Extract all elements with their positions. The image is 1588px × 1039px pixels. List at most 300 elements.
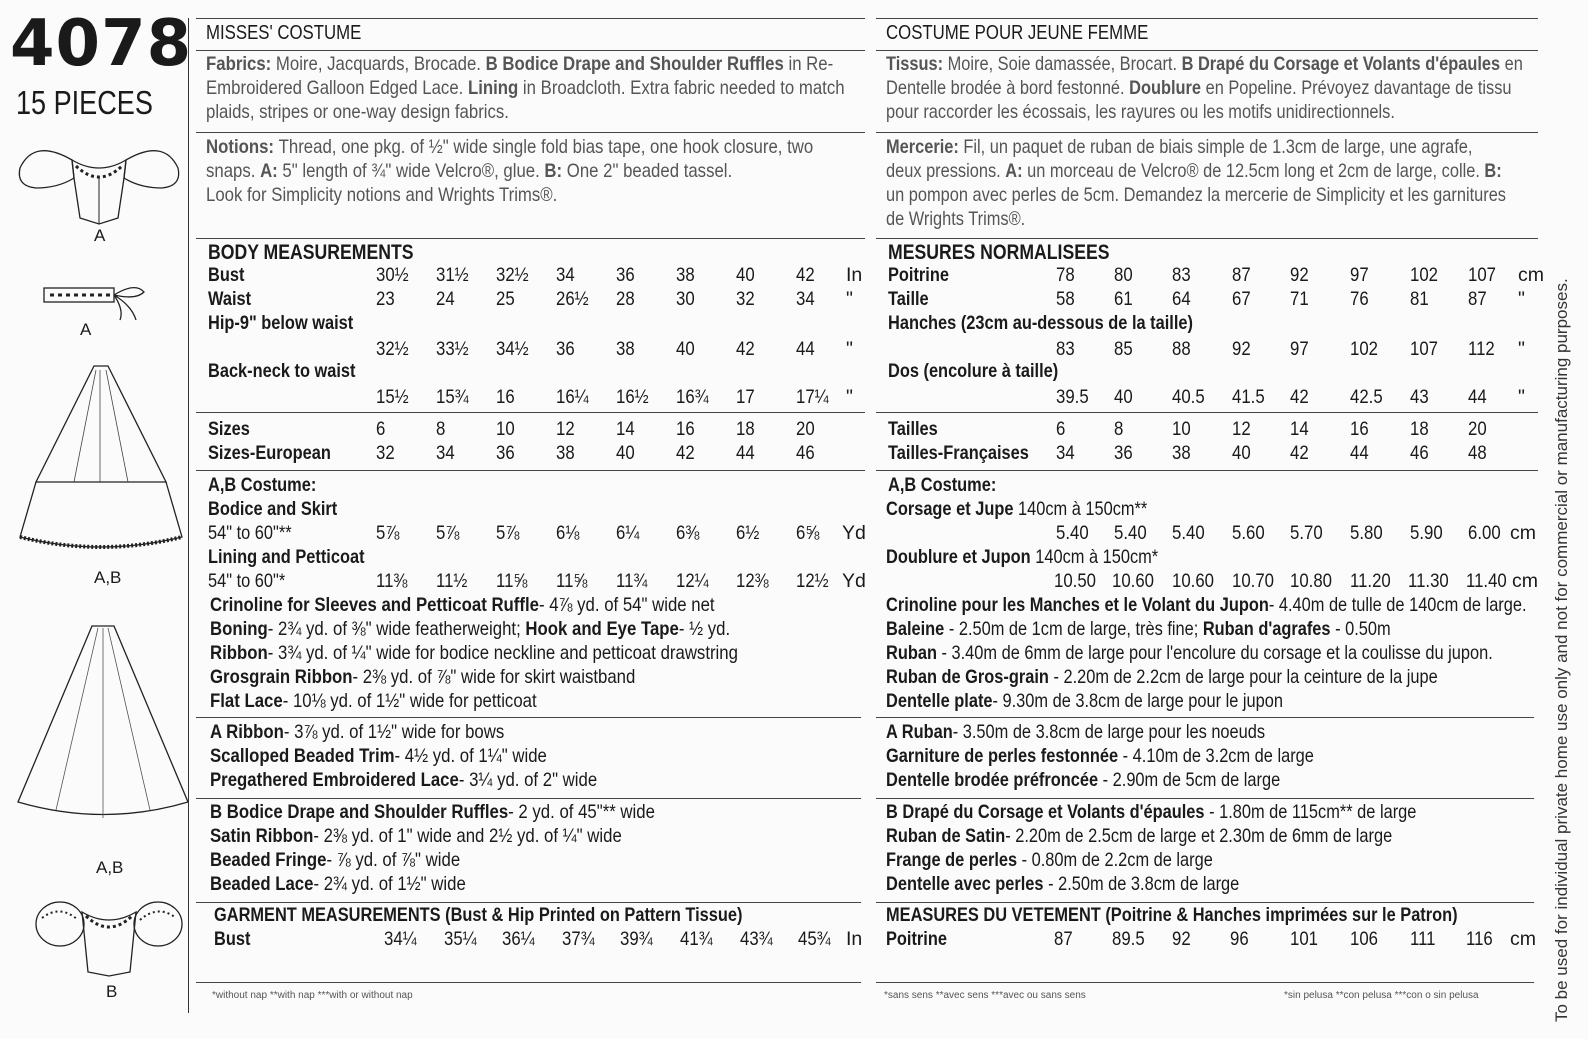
fabrics-line-segment: Moire, Soie damassée, Brocart. bbox=[947, 53, 1182, 75]
view-a-item-segment: - 3⅞ yd. of 1½" wide for bows bbox=[283, 721, 505, 743]
notion-item-segment: - 3.40m de 6mm de large pour l'encolure du corsage et la coulisse du jupon. bbox=[936, 642, 1493, 664]
view-label: A,B bbox=[94, 568, 122, 587]
notions-line-segment: 5" length of ¾" wide Velcro®, glue. bbox=[282, 160, 545, 182]
size-value: 42 bbox=[1290, 442, 1309, 464]
view-a-item-segment: Pregathered Embroidered Lace bbox=[210, 769, 459, 791]
garment-value: 92 bbox=[1172, 928, 1191, 950]
notions-line-segment: Thread, one pkg. of ½" wide single fold bias tape, one hook closure, two bbox=[278, 136, 814, 158]
fabrics-line bbox=[206, 103, 509, 123]
title-rule bbox=[196, 18, 865, 19]
yardage-value: 6⅜ bbox=[676, 522, 700, 544]
row-label: Bust bbox=[208, 264, 245, 286]
garment-value: 89.5 bbox=[1112, 928, 1145, 950]
size-value: 6 bbox=[376, 418, 386, 440]
row-label: Taille bbox=[888, 288, 929, 310]
yardage-value: 11⅝ bbox=[556, 570, 588, 592]
fabrics-line bbox=[886, 79, 1512, 99]
notion-item-segment: Ribbon bbox=[210, 642, 268, 664]
lining-label bbox=[886, 548, 1158, 568]
costume-title: A,B Costume: bbox=[888, 474, 997, 496]
measurement-value: 92 bbox=[1232, 338, 1251, 360]
yardage-value: 11.30 bbox=[1408, 570, 1449, 592]
column-divider bbox=[188, 18, 189, 1013]
notions-line-segment: Mercerie: bbox=[886, 136, 964, 158]
measurement-value: 30 bbox=[676, 288, 695, 310]
size-value: 40 bbox=[616, 442, 635, 464]
measurement-value: 107 bbox=[1410, 338, 1438, 360]
size-value: 44 bbox=[736, 442, 755, 464]
view-b-item-segment: B Drapé du Corsage et Volants d'épaules bbox=[886, 801, 1205, 823]
fabrics-line-segment: Doublure bbox=[1129, 77, 1206, 99]
size-value: 38 bbox=[1172, 442, 1191, 464]
view-a-item-segment: - 4.10m de 3.2cm de large bbox=[1118, 745, 1314, 767]
view-b-item-segment: Beaded Lace bbox=[210, 873, 314, 895]
row-label: Dos (encolure à taille) bbox=[888, 360, 1059, 382]
section-rule bbox=[196, 132, 865, 133]
section-rule bbox=[876, 470, 1538, 471]
size-value: 6 bbox=[1056, 418, 1066, 440]
section-rule bbox=[196, 470, 865, 471]
section-rule bbox=[876, 902, 1534, 903]
measurement-value: 107 bbox=[1468, 264, 1496, 286]
notion-item-segment: Boning bbox=[210, 618, 268, 640]
view-b-item bbox=[210, 875, 466, 895]
unit: cm bbox=[1512, 570, 1538, 592]
notions-line bbox=[886, 186, 1506, 206]
notions-line-segment: de Wrights Trims®. bbox=[886, 208, 1026, 230]
notions-line-segment: un morceau de Velcro® de 12.5cm long et 2cm de large, colle. bbox=[1027, 160, 1485, 182]
row-label: Back-neck to waist bbox=[208, 360, 356, 382]
view-a-item-segment: - 3¼ yd. of 2" wide bbox=[458, 769, 598, 791]
fabrics-line-segment: B Bodice Drape and Shoulder Ruffles bbox=[485, 53, 789, 75]
measurement-value: 30½ bbox=[376, 264, 409, 286]
yardage-value: 5⅞ bbox=[436, 522, 460, 544]
yardage-value: 11⅝ bbox=[496, 570, 528, 592]
size-value: 12 bbox=[556, 418, 575, 440]
fabrics-line-segment: Tissus: bbox=[886, 53, 948, 75]
yardage-value: 5.70 bbox=[1290, 522, 1323, 544]
view-b-item-segment: - 1.80m de 115cm** de large bbox=[1204, 801, 1417, 823]
measurement-value: 16¼ bbox=[556, 386, 589, 408]
yardage-value: 11½ bbox=[436, 570, 468, 592]
unit: " bbox=[846, 338, 853, 360]
usage-notice: To be used for individual private home use only and not for commercial or manufacturing purposes. bbox=[1552, 278, 1571, 1022]
yardage-value: 5.40 bbox=[1056, 522, 1089, 544]
measurement-value: 76 bbox=[1350, 288, 1369, 310]
notion-item bbox=[210, 692, 537, 712]
yardage-value: 5.90 bbox=[1410, 522, 1443, 544]
yardage-value: 6¼ bbox=[616, 522, 640, 544]
lining-label: Lining and Petticoat bbox=[208, 546, 365, 568]
notion-item bbox=[210, 668, 635, 688]
notion-item-segment: - 2⅜ yd. of ⅞" wide for skirt waistband bbox=[352, 666, 636, 688]
measurement-value: 78 bbox=[1056, 264, 1075, 286]
section-rule bbox=[196, 412, 865, 413]
measurement-value: 32 bbox=[736, 288, 755, 310]
measurement-value: 92 bbox=[1290, 264, 1309, 286]
measurement-value: 17¼ bbox=[796, 386, 829, 408]
view-b-item bbox=[210, 827, 622, 847]
notion-item-segment: - 0.50m bbox=[1330, 618, 1391, 640]
bodice-label bbox=[886, 500, 1147, 520]
notion-item-segment: Grosgrain Ribbon bbox=[210, 666, 353, 688]
notions-line bbox=[206, 138, 813, 158]
unit: Yd bbox=[842, 522, 866, 544]
view-b-item-segment: - 2¾ yd. of 1½" wide bbox=[313, 873, 466, 895]
section-rule bbox=[196, 798, 861, 799]
view-a-item-segment: A Ruban bbox=[886, 721, 953, 743]
unit: Yd bbox=[842, 570, 866, 592]
yardage-value: 5.80 bbox=[1350, 522, 1383, 544]
measurement-value: 40.5 bbox=[1172, 386, 1205, 408]
notions-line bbox=[886, 162, 1502, 182]
unit: " bbox=[846, 386, 853, 408]
measurement-value: 97 bbox=[1290, 338, 1309, 360]
notions-line-segment: Fil, un paquet de ruban de biais simple de 1.3cm de large, une agrafe, bbox=[963, 136, 1473, 158]
skirt-illustration bbox=[16, 622, 191, 822]
notion-item bbox=[886, 644, 1493, 664]
garment-value: 39¾ bbox=[620, 928, 653, 950]
section-rule bbox=[196, 50, 865, 51]
view-b-item bbox=[210, 803, 655, 823]
size-value: 46 bbox=[796, 442, 815, 464]
garment-label: Poitrine bbox=[886, 928, 947, 950]
fabrics-line bbox=[206, 79, 845, 99]
measurement-value: 44 bbox=[796, 338, 815, 360]
view-a-item-segment: - 3.50m de 3.8cm de large pour les noeuds bbox=[952, 721, 1266, 743]
unit: " bbox=[846, 288, 853, 310]
measurement-value: 32½ bbox=[496, 264, 529, 286]
measurement-value: 31½ bbox=[436, 264, 469, 286]
measurement-value: 83 bbox=[1172, 264, 1191, 286]
size-value: 34 bbox=[436, 442, 455, 464]
size-value: 12 bbox=[1232, 418, 1251, 440]
notion-item-segment: - 10⅛ yd. of 1½" wide for petticoat bbox=[282, 690, 537, 712]
measurement-value: 42 bbox=[1290, 386, 1309, 408]
yardage-value: 10.50 bbox=[1054, 570, 1096, 592]
sizes-eu-label: Tailles-Françaises bbox=[888, 442, 1029, 464]
section-rule bbox=[876, 412, 1538, 413]
measurement-value: 15¾ bbox=[436, 386, 469, 408]
view-a-item-segment: Scalloped Beaded Trim bbox=[210, 745, 395, 767]
view-a-item-segment: A Ribbon bbox=[210, 721, 284, 743]
yardage-value: 10.80 bbox=[1290, 570, 1332, 592]
yardage-value: 6½ bbox=[736, 522, 760, 544]
size-value: 40 bbox=[1232, 442, 1251, 464]
measurement-value: 23 bbox=[376, 288, 395, 310]
bodice-a-illustration bbox=[14, 138, 184, 228]
section-rule bbox=[196, 982, 861, 983]
section-rule bbox=[876, 132, 1538, 133]
yardage-value: 10.60 bbox=[1172, 570, 1214, 592]
yardage-value: 5.40 bbox=[1114, 522, 1147, 544]
fabrics-line-segment: en bbox=[1504, 53, 1523, 75]
notion-item-segment: - 2.20m de 2.2cm de large pour la ceinture de la jupe bbox=[1048, 666, 1438, 688]
yardage-value: 12¼ bbox=[676, 570, 709, 592]
garment-value: 106 bbox=[1350, 928, 1378, 950]
fabrics-line-segment: B Drapé du Corsage et Volants d'épaules bbox=[1181, 53, 1505, 75]
notion-item bbox=[210, 644, 738, 664]
notions-line bbox=[206, 162, 732, 182]
size-value: 48 bbox=[1468, 442, 1487, 464]
garment-label: Bust bbox=[214, 928, 251, 950]
view-b-item bbox=[886, 875, 1239, 895]
notion-item bbox=[886, 596, 1527, 616]
yardage-value: 11.40 bbox=[1466, 570, 1507, 592]
unit: cm bbox=[1510, 928, 1536, 950]
section-rule bbox=[876, 238, 1538, 239]
measurement-value: 36 bbox=[616, 264, 635, 286]
sizes-label: Tailles bbox=[888, 418, 938, 440]
view-b-item-segment: - 0.80m de 2.2cm de large bbox=[1017, 849, 1213, 871]
notion-item-segment: - 4⅞ yd. of 54" wide net bbox=[538, 594, 715, 616]
view-b-item-segment: - 2.20m de 2.5cm de large et 2.30m de 6mm de large bbox=[1005, 825, 1393, 847]
measurement-value: 16 bbox=[496, 386, 515, 408]
fabrics-line-segment: Moire, Jacquards, Brocade. bbox=[275, 53, 486, 75]
yardage-value: 11⅜ bbox=[376, 570, 408, 592]
view-label: A bbox=[94, 226, 106, 245]
garment-value: 41¾ bbox=[680, 928, 713, 950]
measurement-value: 16¾ bbox=[676, 386, 709, 408]
notions-line-segment: Notions: bbox=[206, 136, 279, 158]
measurement-value: 33½ bbox=[436, 338, 469, 360]
garment-value: 43¾ bbox=[740, 928, 773, 950]
measurement-value: 34½ bbox=[496, 338, 529, 360]
bodice-width: 140cm à 150cm** bbox=[1017, 498, 1148, 520]
garment-value: 111 bbox=[1410, 928, 1436, 950]
size-value: 34 bbox=[1056, 442, 1075, 464]
title-rule bbox=[876, 18, 1538, 19]
size-value: 44 bbox=[1350, 442, 1369, 464]
body-measurements-title: MESURES NORMALISEES bbox=[888, 241, 1110, 264]
garment-title: GARMENT MEASUREMENTS (Bust & Hip Printed on Pattern Tissue) bbox=[214, 904, 743, 926]
view-a-item bbox=[886, 747, 1314, 767]
fabrics-line bbox=[886, 55, 1523, 75]
notions-line-segment: Look for Simplicity notions and Wrights Trims®. bbox=[206, 184, 558, 206]
notions-line-segment: B: bbox=[544, 160, 567, 182]
notions-line-segment: snaps. bbox=[206, 160, 261, 182]
notions-line-segment: un pompon avec perles de 5cm. Demandez la mercerie de Simplicity et les garnitures bbox=[886, 184, 1507, 206]
view-b-item-segment: - 2⅜ yd. of 1" wide and 2½ yd. of ¼" wide bbox=[313, 825, 622, 847]
costume-title: A,B Costume: bbox=[208, 474, 317, 496]
lining-label-text: Doublure et Jupon bbox=[886, 546, 1031, 568]
view-label: B bbox=[106, 982, 118, 1001]
bodice-label: Bodice and Skirt bbox=[208, 498, 338, 520]
size-value: 20 bbox=[796, 418, 815, 440]
measurement-value: 88 bbox=[1172, 338, 1191, 360]
fabrics-line-segment: pour raccorder les écossais, les rayures ou les motifs unidirectionnels. bbox=[886, 101, 1395, 123]
section-rule bbox=[876, 798, 1534, 799]
row-label: Hanches (23cm au-dessous de la taille) bbox=[888, 312, 1193, 334]
garment-value: 45¾ bbox=[798, 928, 831, 950]
view-a-item bbox=[210, 771, 597, 791]
footnote: *sans sens **avec sens ***avec ou sans sens bbox=[884, 990, 1086, 1001]
view-b-item-segment: - 2.50m de 3.8cm de large bbox=[1043, 873, 1240, 895]
garment-value: 34¼ bbox=[384, 928, 417, 950]
measurement-value: 34 bbox=[556, 264, 575, 286]
section-title: MISSES' COSTUME bbox=[206, 22, 362, 44]
measurement-value: 67 bbox=[1232, 288, 1251, 310]
notion-item-segment: - 2.50m de 1cm de large, très fine; bbox=[944, 618, 1203, 640]
sizes-eu-label: Sizes-European bbox=[208, 442, 331, 464]
size-value: 14 bbox=[1290, 418, 1309, 440]
measurement-value: 64 bbox=[1172, 288, 1191, 310]
notions-line-segment: One 2" beaded tassel. bbox=[566, 160, 733, 182]
notion-item-segment: Crinoline pour les Manches et le Volant du Jupon bbox=[886, 594, 1269, 616]
notion-item-segment: Flat Lace bbox=[210, 690, 283, 712]
measurement-value: 40 bbox=[1114, 386, 1133, 408]
footnote: *without nap **with nap ***with or without nap bbox=[212, 990, 413, 1001]
body-measurements-title: BODY MEASUREMENTS bbox=[208, 241, 414, 264]
garment-title: MEASURES DU VETEMENT (Poitrine & Hanches imprimées sur le Patron) bbox=[886, 904, 1458, 926]
notions-line bbox=[886, 210, 1025, 230]
view-b-item-segment: - ⅞ yd. of ⅞" wide bbox=[326, 849, 461, 871]
unit: " bbox=[1518, 386, 1525, 408]
view-a-item-segment: Dentelle brodée préfroncée bbox=[886, 769, 1099, 791]
measurement-value: 26½ bbox=[556, 288, 589, 310]
measurement-value: 71 bbox=[1290, 288, 1309, 310]
size-value: 14 bbox=[616, 418, 635, 440]
size-value: 8 bbox=[436, 418, 446, 440]
measurement-value: 112 bbox=[1468, 338, 1495, 360]
yardage-value: 5.40 bbox=[1172, 522, 1205, 544]
measurement-value: 41.5 bbox=[1232, 386, 1265, 408]
view-b-item bbox=[886, 803, 1416, 823]
measurement-value: 97 bbox=[1350, 264, 1369, 286]
garment-value: 87 bbox=[1054, 928, 1073, 950]
measurement-value: 58 bbox=[1056, 288, 1075, 310]
notion-item-segment: Ruban de Gros-grain bbox=[886, 666, 1049, 688]
garment-value: 116 bbox=[1466, 928, 1493, 950]
bodice-label-text: Corsage et Jupe bbox=[886, 498, 1014, 520]
lining-width: 54" to 60"* bbox=[208, 570, 286, 592]
size-value: 16 bbox=[676, 418, 695, 440]
unit: " bbox=[1518, 338, 1525, 360]
notion-item-segment: Dentelle plate bbox=[886, 690, 993, 712]
pattern-number: 4078 bbox=[10, 7, 193, 81]
view-a-item bbox=[886, 771, 1280, 791]
yardage-value: 5⅞ bbox=[496, 522, 520, 544]
measurement-value: 32½ bbox=[376, 338, 409, 360]
yardage-value: 11.20 bbox=[1350, 570, 1391, 592]
fabrics-line-segment: en Popeline. Prévoyez davantage de tissu bbox=[1205, 77, 1512, 99]
notion-item bbox=[886, 668, 1438, 688]
measurement-value: 25 bbox=[496, 288, 515, 310]
size-value: 10 bbox=[496, 418, 515, 440]
garment-value: 37¾ bbox=[562, 928, 595, 950]
notion-item-segment: - ½ yd. bbox=[678, 618, 731, 640]
size-value: 46 bbox=[1410, 442, 1429, 464]
view-b-item-segment: Beaded Fringe bbox=[210, 849, 327, 871]
size-value: 20 bbox=[1468, 418, 1487, 440]
fabrics-line bbox=[206, 55, 833, 75]
view-b-item bbox=[886, 851, 1213, 871]
yardage-value: 12⅜ bbox=[736, 570, 769, 592]
view-a-item bbox=[886, 723, 1265, 743]
garment-value: 101 bbox=[1290, 928, 1318, 950]
notions-line-segment: A: bbox=[1005, 160, 1028, 182]
measurement-value: 61 bbox=[1114, 288, 1133, 310]
garment-value: 36¼ bbox=[502, 928, 535, 950]
section-rule bbox=[876, 717, 1534, 718]
section-title: COSTUME POUR JEUNE FEMME bbox=[886, 22, 1149, 44]
measurement-value: 39.5 bbox=[1056, 386, 1089, 408]
garment-value: 96 bbox=[1230, 928, 1249, 950]
notions-line-segment: A: bbox=[260, 160, 283, 182]
measurement-value: 36 bbox=[556, 338, 575, 360]
notion-item-segment: Baleine bbox=[886, 618, 945, 640]
view-b-item-segment: Satin Ribbon bbox=[210, 825, 314, 847]
view-label: A bbox=[80, 320, 92, 339]
section-rule bbox=[876, 50, 1538, 51]
yardage-value: 5.60 bbox=[1232, 522, 1265, 544]
view-a-item bbox=[210, 747, 547, 767]
unit: " bbox=[1518, 288, 1525, 310]
fabrics-line-segment: in Broadcloth. Extra fabric needed to match bbox=[522, 77, 845, 99]
measurement-value: 15½ bbox=[376, 386, 409, 408]
measurement-value: 81 bbox=[1410, 288, 1429, 310]
size-value: 8 bbox=[1114, 418, 1124, 440]
measurement-value: 38 bbox=[616, 338, 635, 360]
measurement-value: 102 bbox=[1410, 264, 1438, 286]
measurement-value: 38 bbox=[676, 264, 695, 286]
size-value: 18 bbox=[1410, 418, 1429, 440]
measurement-value: 80 bbox=[1114, 264, 1133, 286]
yardage-value: 12½ bbox=[796, 570, 829, 592]
notion-item-segment: - 3¾ yd. of ¼" wide for bodice neckline and petticoat drawstring bbox=[267, 642, 738, 664]
notion-item-segment: Hook and Eye Tape bbox=[525, 618, 679, 640]
bodice-b-illustration bbox=[34, 898, 184, 978]
view-a-item-segment: - 2.90m de 5cm de large bbox=[1098, 769, 1281, 791]
section-rule bbox=[196, 238, 865, 239]
measurement-value: 42.5 bbox=[1350, 386, 1383, 408]
view-a-item bbox=[210, 723, 504, 743]
measurement-value: 40 bbox=[736, 264, 755, 286]
sizes-label: Sizes bbox=[208, 418, 250, 440]
notion-item bbox=[886, 692, 1283, 712]
view-label: A,B bbox=[96, 858, 124, 877]
measurement-value: 87 bbox=[1232, 264, 1251, 286]
measurement-value: 43 bbox=[1410, 386, 1429, 408]
lining-width: 140cm à 150cm* bbox=[1035, 546, 1159, 568]
size-value: 16 bbox=[1350, 418, 1369, 440]
size-value: 32 bbox=[376, 442, 395, 464]
unit: cm bbox=[1518, 264, 1544, 286]
garment-value: 35¼ bbox=[444, 928, 477, 950]
bodice-width: 54" to 60"** bbox=[208, 522, 292, 544]
notion-item-segment: - 2¾ yd. of ⅜" wide featherweight; bbox=[267, 618, 526, 640]
notion-item-segment: Ruban d'agrafes bbox=[1202, 618, 1331, 640]
measurement-value: 102 bbox=[1350, 338, 1378, 360]
row-label: Hip-9" below waist bbox=[208, 312, 354, 334]
size-value: 36 bbox=[1114, 442, 1133, 464]
yardage-value: 6⅛ bbox=[556, 522, 580, 544]
unit: In bbox=[846, 264, 863, 286]
measurement-value: 16½ bbox=[616, 386, 649, 408]
measurement-value: 87 bbox=[1468, 288, 1487, 310]
notions-line-segment: deux pressions. bbox=[886, 160, 1006, 182]
fabrics-line-segment: plaids, stripes or one-way design fabrics. bbox=[206, 101, 509, 123]
measurement-value: 42 bbox=[736, 338, 755, 360]
unit: In bbox=[846, 928, 863, 950]
yardage-value: 6⅝ bbox=[796, 522, 820, 544]
yardage-value: 6.00 bbox=[1468, 522, 1501, 544]
measurement-value: 83 bbox=[1056, 338, 1075, 360]
size-value: 18 bbox=[736, 418, 755, 440]
view-b-item-segment: B Bodice Drape and Shoulder Ruffles bbox=[210, 801, 509, 823]
petticoat-illustration bbox=[16, 362, 186, 557]
measurement-value: 85 bbox=[1114, 338, 1133, 360]
